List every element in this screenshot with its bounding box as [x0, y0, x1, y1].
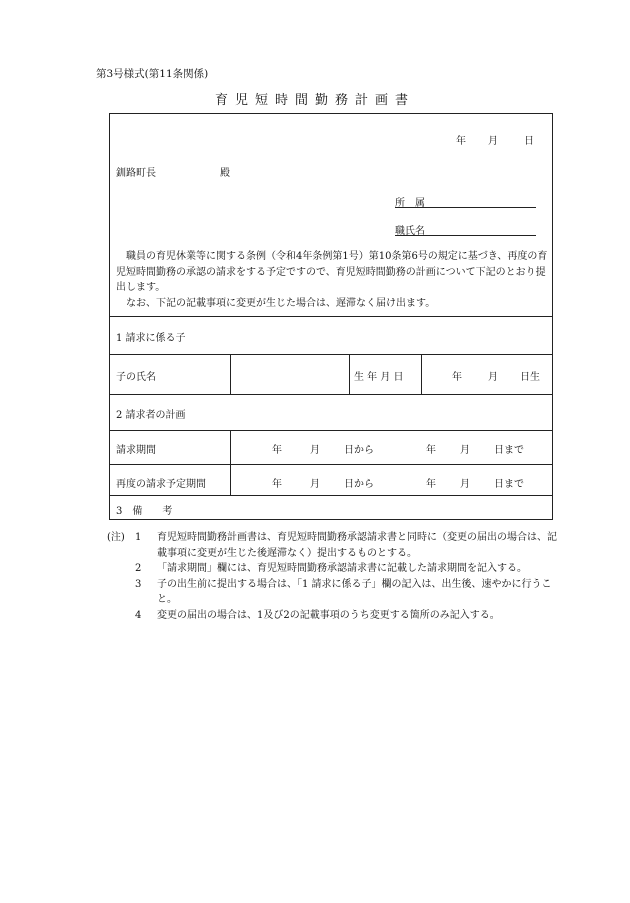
divider	[110, 464, 552, 465]
divider	[421, 354, 422, 394]
note-text: 育児短時間勤務計画書は、育児短時間勤務承認請求書と同時に（変更の届出の場合は、記載事項に変更が生じた後遅滞なく）提出するものとする。	[157, 532, 557, 559]
honorific: 殿	[220, 168, 230, 179]
name-label: 職氏名	[395, 226, 425, 237]
name-field[interactable]	[395, 235, 536, 236]
form-number-label: 第3号様式(第11条関係)	[96, 68, 209, 80]
request-from-year: 年	[272, 445, 282, 456]
form-table	[109, 113, 553, 520]
note-number: 4	[135, 609, 142, 621]
note-number: 2	[135, 563, 142, 574]
birth-date-label: 生 年 月 日	[354, 372, 404, 383]
note-text: 子の出生前に提出する場合は、「1 請求に係る子」欄の記入は、出生後、速やかに行うこと。	[157, 578, 552, 605]
repeat-to-day: 日まで	[494, 479, 524, 490]
note-text: 「請求期間」欄には、育児短時間勤務承認請求書に記載した請求期間を記入する。	[157, 563, 527, 574]
child-name-label: 子の氏名	[116, 372, 156, 383]
request-period-label: 請求期間	[116, 445, 156, 456]
section-2-heading: 2 請求者の計画	[116, 410, 186, 421]
request-to-day: 日まで	[494, 445, 524, 456]
birth-day-label: 日生	[520, 372, 540, 383]
divider	[110, 430, 552, 431]
date-month-label: 月	[488, 136, 498, 147]
repeat-to-month: 月	[460, 479, 470, 490]
repeat-from-month: 月	[310, 479, 320, 490]
affiliation-field[interactable]	[395, 207, 536, 208]
note-item	[107, 530, 557, 561]
body-paragraph-1: 職員の育児休業等に関する条例（令和4年条例第1号）第10条第6号の規定に基づき、再度の育児短時間勤務の承認の請求をする予定ですので、育児短時間勤務の計画について下記のとおり提出します。	[116, 251, 548, 293]
repeat-from-year: 年	[272, 479, 282, 490]
request-from-month: 月	[310, 445, 320, 456]
note-number: 3	[135, 578, 142, 590]
note-item	[107, 608, 557, 624]
section-1-heading: 1 請求に係る子	[116, 333, 186, 344]
notes-prefix: (注)	[107, 532, 125, 543]
note-item	[107, 577, 557, 608]
date-year-label: 年	[456, 136, 466, 147]
section-3-heading: 3 備 考	[116, 506, 173, 517]
repeat-from-day: 日から	[344, 479, 374, 490]
note-text: 変更の届出の場合は、1及び2の記載事項のうち変更する箇所のみ記入する。	[157, 609, 500, 621]
divider	[110, 394, 552, 395]
addressee: 釧路町長	[116, 168, 156, 179]
notes	[107, 530, 557, 623]
repeat-to-year: 年	[426, 479, 436, 490]
note-item	[107, 561, 557, 577]
body-paragraph-2: なお、下記の記載事項に変更が生じた場合は、遅滞なく届け出ます。	[126, 297, 436, 309]
repeat-period-label: 再度の請求予定期間	[116, 479, 206, 490]
divider	[230, 430, 231, 495]
request-from-day: 日から	[344, 445, 374, 456]
child-name-field[interactable]	[231, 355, 349, 394]
request-to-year: 年	[426, 445, 436, 456]
affiliation-label: 所 属	[395, 198, 425, 209]
request-to-month: 月	[460, 445, 470, 456]
date-day-label: 日	[524, 136, 534, 147]
note-number: 1	[135, 532, 142, 543]
divider	[349, 354, 350, 394]
birth-month-label: 月	[488, 372, 498, 383]
birth-year-label: 年	[452, 372, 462, 383]
body-text	[116, 249, 548, 311]
divider	[110, 495, 552, 496]
divider	[110, 316, 552, 317]
document-title: 育児短時間勤務計画書	[214, 93, 415, 108]
